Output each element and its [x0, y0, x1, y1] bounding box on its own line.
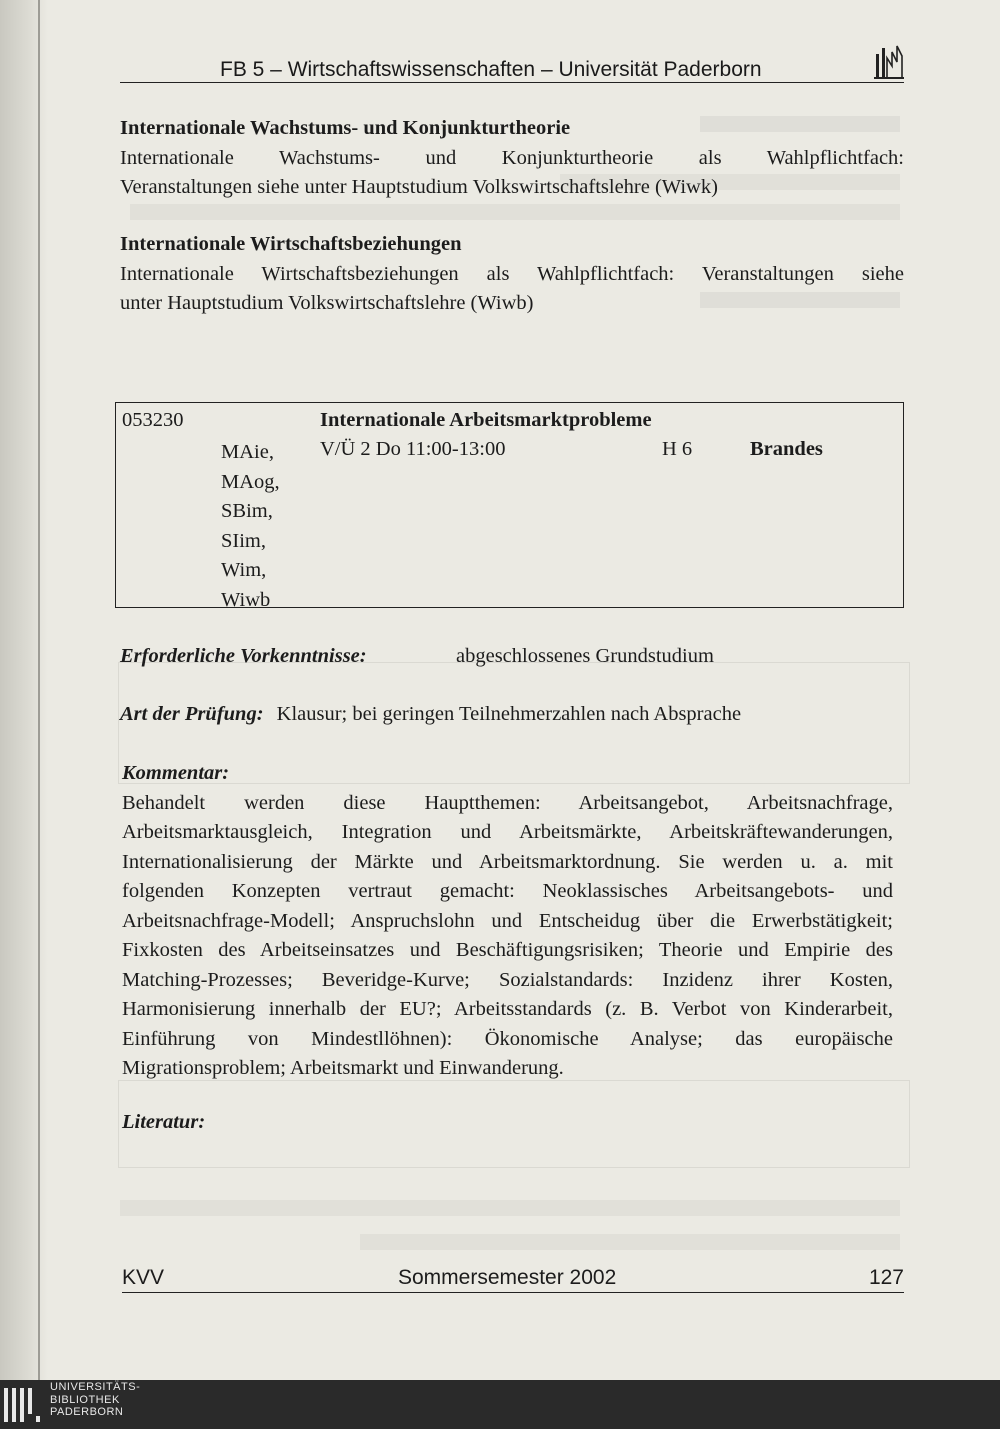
section-text-line: Internationale Wachstums- und Konjunkturtheorie als Wahlpflichtfach: [120, 146, 904, 169]
library-logo-icon [4, 1388, 40, 1422]
comment-line: Behandelt werden diese Hauptthemen: Arbeitsangebot, Arbeitsnachfrage, [122, 791, 893, 814]
footer-center: Sommersemester 2002 [398, 1266, 617, 1289]
program-item: Wiwb [221, 588, 271, 611]
section-text-line: unter Hauptstudium Volkswirtschaftslehre (Wiwb) [120, 292, 534, 314]
prerequisites-value: abgeschlossenes Grundstudium [456, 645, 714, 667]
page-footer [122, 1266, 904, 1293]
university-logo-icon [874, 44, 904, 80]
section-text-line: Internationale Wirtschaftsbeziehungen als Wahlpflichtfach: Veranstaltungen siehe [120, 262, 904, 285]
exam-label: Art der Prüfung: [120, 703, 264, 725]
comment-line: Internationalisierung der Märkte und Arbeitsmarktordnung. Sie werden u. a. mit [122, 850, 893, 873]
section-heading: Internationale Wirtschaftsbeziehungen [120, 233, 462, 255]
comment-line: Fixkosten des Arbeitseinsatzes und Beschäftigungsrisiken; Theorie und Empirie des [122, 939, 893, 961]
course-title: Internationale Arbeitsmarktprobleme [320, 409, 652, 431]
comment-section [122, 759, 893, 1084]
course-number: 053230 [122, 409, 184, 431]
comment-line: Harmonisierung innerhalb der EU?; Arbeitsstandards (z. B. Verbot von Kinderarbeit, [122, 998, 893, 1020]
prerequisites-row [120, 642, 904, 672]
exam-row [120, 700, 904, 730]
course-schedule: V/Ü 2 Do 11:00-13:00 [320, 438, 506, 460]
course-room: H 6 [662, 438, 693, 460]
library-badge-text [50, 1381, 140, 1419]
program-item: MAie, [221, 441, 274, 463]
literature-label: Literatur: [122, 1111, 206, 1133]
comment-line: Arbeitsnachfrage-Modell; Anspruchslohn und Entscheidug über die Erwerbstätigkeit; [122, 909, 893, 932]
comment-line: Migrationsproblem; Arbeitsmarkt und Einwanderung. [122, 1057, 564, 1079]
course-programs [221, 438, 280, 615]
library-badge-bar [0, 1380, 1000, 1429]
comment-line: Arbeitsmarktausgleich, Integration und Arbeitsmärkte, Arbeitskräftewanderungen, [122, 821, 893, 843]
comment-line: Einführung von Mindestllöhnen): Ökonomische Analyse; das europäische [122, 1027, 893, 1050]
program-item: Wim, [221, 559, 267, 581]
course-lecturer: Brandes [750, 438, 823, 460]
page-number: 127 [868, 1266, 904, 1289]
section-growth-theory [120, 114, 904, 203]
library-badge-line: BIBLIOTHEK [50, 1393, 120, 1406]
library-badge-line: PADERBORN [50, 1406, 124, 1418]
comment-line: Matching-Prozesses; Beveridge-Kurve; Sozialstandards: Inzidenz ihrer Kosten, [122, 968, 893, 991]
course-info-box [115, 402, 904, 611]
program-item: SBim, [221, 500, 273, 522]
header-title: FB 5 – Wirtschaftswissenschaften – Universität Paderborn [220, 58, 762, 81]
program-item: SIim, [221, 529, 266, 552]
book-spine-shadow [0, 0, 48, 1380]
exam-value: Klausur; bei geringen Teilnehmerzahlen nach Absprache [276, 703, 742, 725]
page-edge-line [38, 0, 40, 1380]
literature-section [122, 1108, 906, 1138]
comment-line: folgenden Konzepten vertraut gemacht: Neoklassisches Arbeitsangebots- und [122, 880, 893, 902]
comment-label: Kommentar: [122, 762, 230, 784]
section-text-line: Veranstaltungen siehe unter Hauptstudium Volkswirtschaftslehre (Wiwk) [120, 176, 718, 198]
page-header [120, 58, 904, 83]
footer-left: KVV [122, 1266, 165, 1289]
section-heading: Internationale Wachstums- und Konjunkturtheorie [120, 117, 571, 139]
section-economic-relations [120, 230, 904, 319]
program-item: MAog, [221, 470, 280, 493]
library-badge-line: UNIVERSITÄTS- [50, 1381, 141, 1393]
prerequisites-label: Erforderliche Vorkenntnisse: [120, 645, 367, 667]
